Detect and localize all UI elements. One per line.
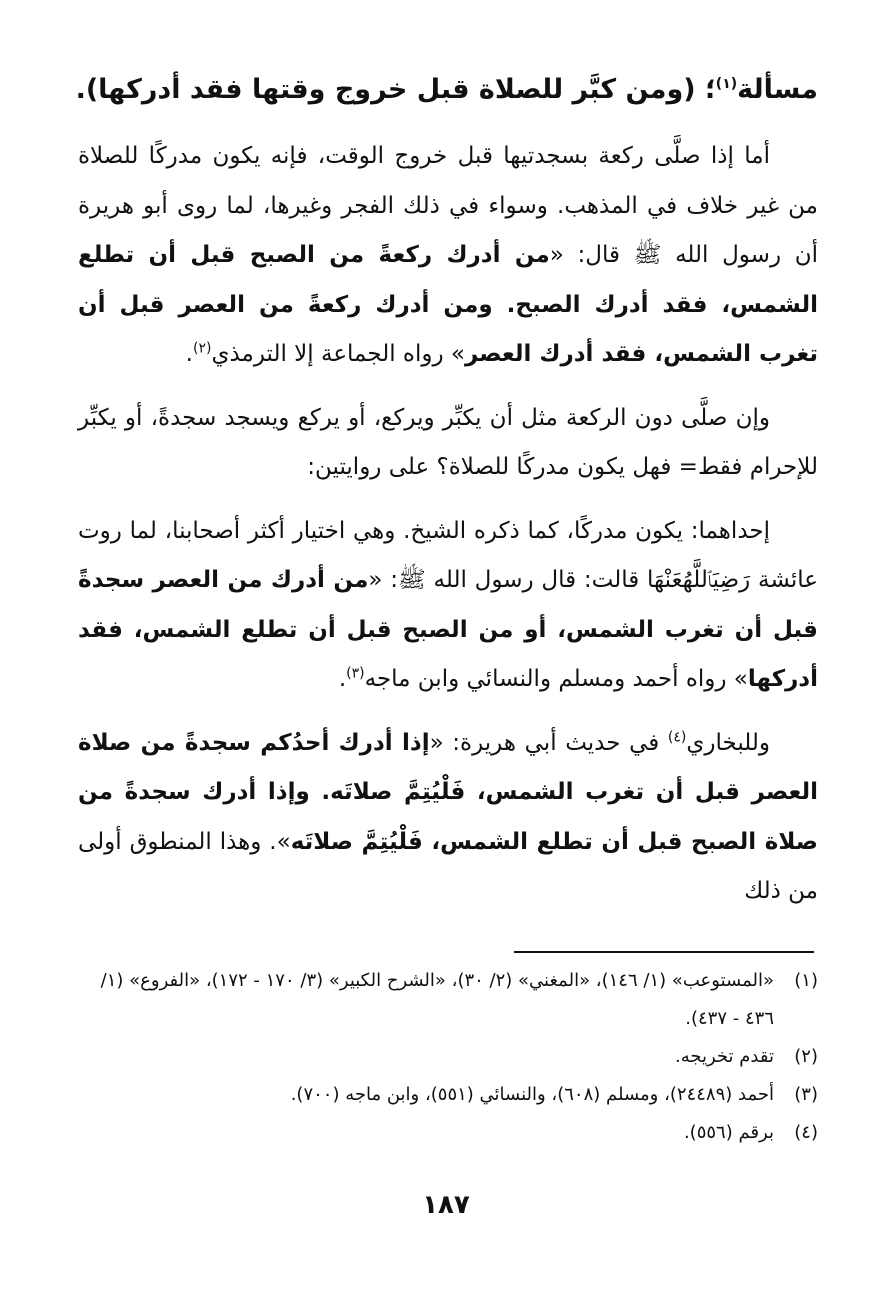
text-segment: وإن صلَّى دون الركعة مثل أن يكبِّر ويركع، أو يركع ويسجد سجدةً، أو يكبِّر للإحرام فقط= فهل يكون مدركًا للصلاة؟ على روايتين: (78, 404, 818, 480)
footnote (78, 1038, 818, 1076)
text-segment: . (338, 666, 347, 692)
footnote (78, 962, 818, 1038)
body-text (78, 132, 818, 917)
issue-footnote-marker: (١) (715, 76, 738, 92)
text-segment: ». وهذا المنطوق أولى من ذلك (78, 828, 818, 904)
text-segment: » رواه الجماعة إلا الترمذي (211, 341, 465, 367)
footnote-number: (٢) (794, 1046, 818, 1067)
paragraph (78, 507, 818, 705)
issue-text: ؛ (ومن كبَّر للصلاة قبل خروج وقتها فقد أدركها). (75, 74, 716, 105)
footnote-marker: (٤) (667, 728, 687, 745)
paragraph (78, 394, 818, 493)
footnote-divider (514, 951, 814, 953)
footnote (78, 1114, 818, 1152)
footnote-text: تقدم تخريجه. (675, 1046, 774, 1067)
hadith-quote: إذا أدرك أحدُكم سجدةً من صلاة العصر قبل أن تغرب الشمس، فَلْيُتِمَّ صلاتَه. وإذا أدرك سجدةً من صلاة الصبح قبل أن تطلع الشمس، فَلْيُتِمَّ صلاتَه (78, 729, 819, 855)
footnote-number: (١) (794, 970, 818, 991)
text-segment: أما إذا صلَّى ركعة بسجدتيها قبل خروج الوقت، فإنه يكون مدركًا للصلاة من غير خلاف في المذهب. وسواء في ذلك الفجر وغيرها، لما روى أبو هريرة أن رسول الله ﷺ قال: « (78, 143, 819, 268)
footnote (78, 1076, 818, 1114)
paragraph (78, 132, 818, 380)
issue-heading (75, 62, 818, 118)
text-segment: وللبخاري (686, 729, 770, 756)
footnotes (78, 962, 818, 1152)
footnote-text: أحمد (٢٤٤٨٩)، ومسلم (٦٠٨)، والنسائي (٥٥١)، وابن ماجه (٧٠٠). (290, 1084, 774, 1105)
text-segment: في حديث أبي هريرة: « (429, 729, 668, 756)
hadith-quote: من أدرك ركعةً من الصبح قبل أن تطلع الشمس، فقد أدرك الصبح. ومن أدرك ركعةً من العصر قبل أن تغرب الشمس، فقد أدرك العصر (78, 242, 818, 367)
footnote-text: «المستوعب» (١/ ١٤٦)، «المغني» (٢/ ٣٠)، «الشرح الكبير» (٣/ ١٧٠ - ١٧٢)، «الفروع» (١/ ٤٣٦ - ٤٣٧). (100, 970, 774, 1029)
footnote-text: برقم (٥٥٦). (683, 1122, 774, 1143)
hadith-quote: من أدرك من العصر سجدةً قبل أن تغرب الشمس، أو من الصبح قبل أن تطلع الشمس، فقد أدركها (78, 567, 818, 692)
page-body (75, 62, 819, 931)
text-segment: . (185, 341, 193, 367)
issue-label: مسألة (737, 74, 818, 105)
footnote-number: (٤) (794, 1122, 818, 1143)
text-segment: » رواه أحمد ومسلم والنسائي وابن ماجه (364, 666, 748, 692)
footnote-number: (٣) (794, 1084, 818, 1105)
text-segment: إحداهما: يكون مدركًا، كما ذكره الشيخ. وهي اختيار أكثر أصحابنا، لما روت عائشة رَضِيَٱللَّهُعَنْهَا قالت: قال رسول الله ﷺ: « (78, 517, 818, 593)
footnote-marker: (٣) (346, 665, 365, 682)
paragraph (78, 719, 818, 917)
page-number: ١٨٧ (422, 1190, 470, 1220)
footnote-marker: (٢) (192, 340, 212, 357)
